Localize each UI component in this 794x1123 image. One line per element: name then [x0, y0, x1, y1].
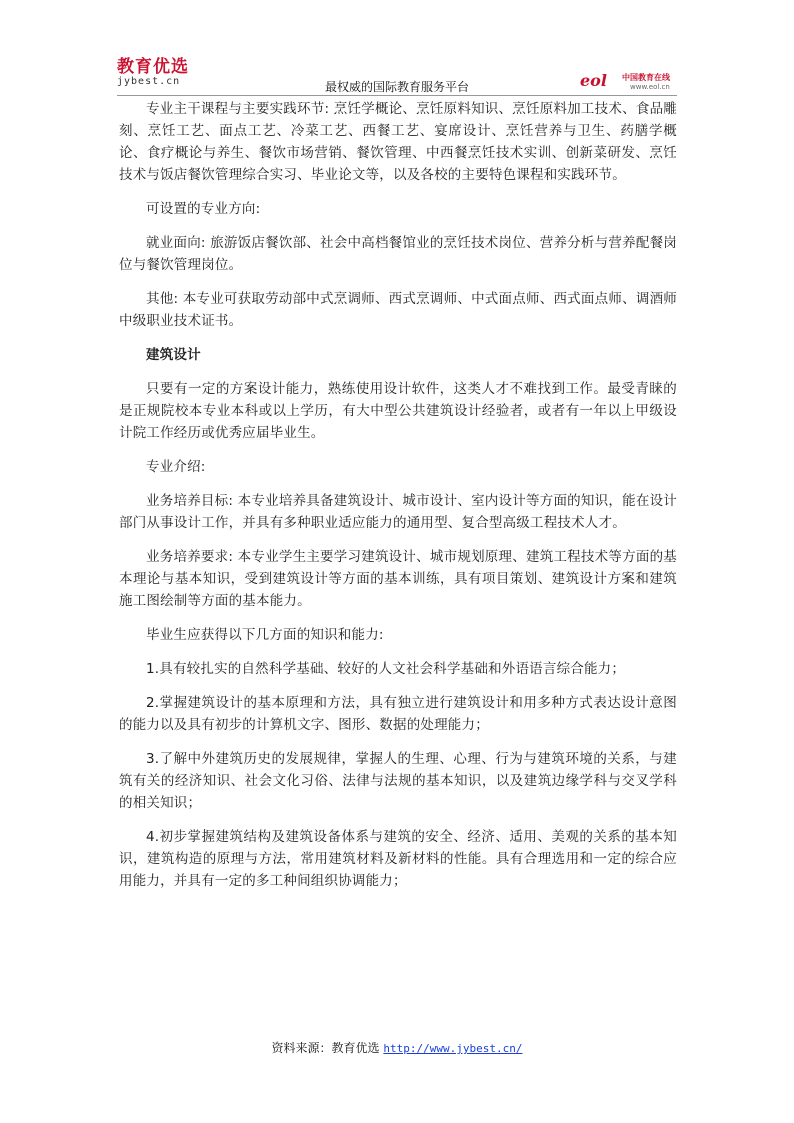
paragraph: 只要有一定的方案设计能力，熟练使用设计软件，这类人才不难找到工作。最受青睐的是正规院校本专业本科或以上学历，有大中型公共建筑设计经验者，或者有一年以上甲级设计院工作经历或优秀应届毕业生。: [119, 381, 677, 441]
footer-link[interactable]: http://www.jybest.cn/: [383, 1042, 523, 1055]
list-item: 1.具有较扎实的自然科学基础、较好的人文社会科学基础和外语语言综合能力；: [146, 661, 626, 677]
paragraph: 毕业生应获得以下几方面的知识和能力:: [146, 627, 384, 643]
document-body: [119, 98, 677, 904]
page-footer: [0, 1040, 794, 1057]
paragraph: 就业面向: 旅游饭店餐饮部、社会中高档餐馆业的烹饪技术岗位、营养分析与营养配餐岗位与餐饮管理岗位。: [119, 235, 677, 273]
header-divider: [117, 95, 677, 96]
footer-label: 资料来源：教育优选: [271, 1041, 384, 1055]
list-item: 2.掌握建筑设计的基本原理和方法，具有独立进行建筑设计和用多种方式表达设计意图的能力以及具有初步的计算机文字、图形、数据的处理能力；: [119, 695, 677, 733]
eol-logo[interactable]: [580, 70, 680, 94]
logo-text: 教育优选: [117, 57, 189, 77]
header-title: 最权威的国际教育服务平台: [324, 80, 469, 94]
section-heading: 建筑设计: [146, 347, 201, 363]
list-item: 4.初步掌握建筑结构及建筑设备体系与建筑的安全、经济、适用、美观的关系的基本知识，建筑构造的原理与方法，常用建筑材料及新材料的性能。具有合理选用和一定的综合应用能力，并具有一定的多工种间组织协调能力；: [119, 829, 677, 889]
eol-logo-mark: eol: [580, 71, 607, 90]
paragraph: 业务培养目标: 本专业培养具备建筑设计、城市设计、室内设计等方面的知识，能在设计部门从事设计工作，并具有多种职业适应能力的通用型、复合型高级工程技术人才。: [119, 493, 677, 531]
paragraph: 其他: 本专业可获取劳动部中式烹调师、西式烹调师、中式面点师、西式面点师、调酒师中级职业技术证书。: [119, 291, 677, 329]
paragraph: 专业主干课程与主要实践环节: 烹饪学概论、烹饪原料知识、烹饪原料加工技术、食品雕刻、烹饪工艺、面点工艺、冷菜工艺、西餐工艺、宴席设计、烹饪营养与卫生、药膳学概论、食疗概论与养生、餐饮市场营销、餐饮管理、中西餐烹饪技术实训、创新菜研发、烹饪技术与饭店餐饮管理综合实习、毕业论文等，以及各校的主要特色课程和实践环节。: [119, 101, 677, 183]
paragraph: 业务培养要求: 本专业学生主要学习建筑设计、城市规划原理、建筑工程技术等方面的基本理论与基本知识，受到建筑设计等方面的基本训练，具有项目策划、建筑设计方案和建筑施工图绘制等方面的基本能力。: [119, 549, 677, 609]
paragraph: 可设置的专业方向:: [146, 201, 261, 217]
eol-logo-url: www.eol.cn: [630, 83, 670, 91]
paragraph: 专业介绍:: [146, 459, 206, 475]
page-header: [0, 0, 794, 100]
eol-logo-text: 中国教育在线: [622, 73, 670, 82]
list-item: 3.了解中外建筑历史的发展规律，掌握人的生理、心理、行为与建筑环境的关系，与建筑有关的经济知识、社会文化习俗、法律与法规的基本知识，以及建筑边缘学科与交叉学科的相关知识；: [119, 751, 677, 811]
logo-url: jybest.cn: [117, 76, 181, 87]
